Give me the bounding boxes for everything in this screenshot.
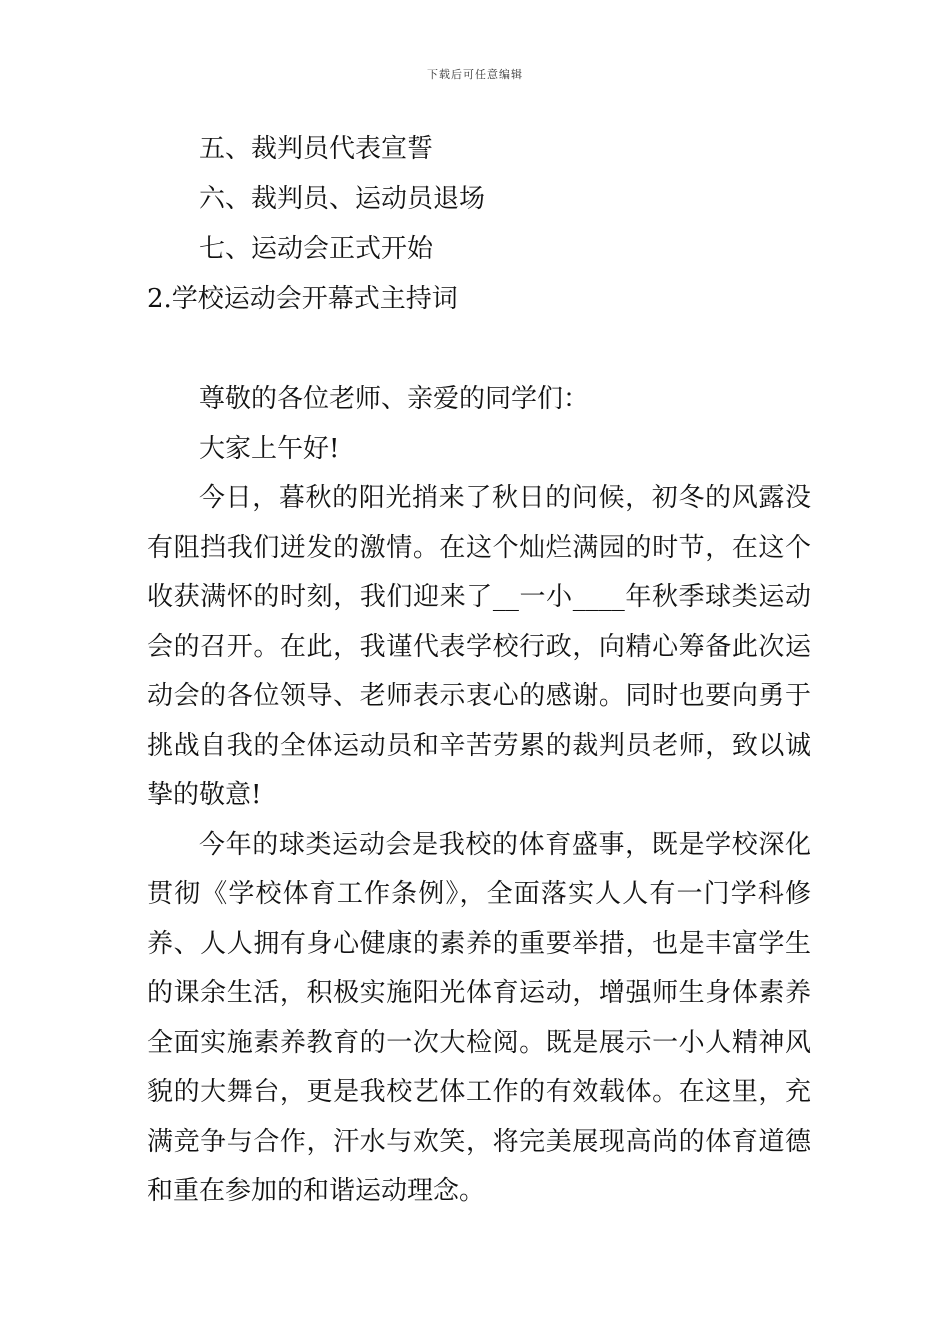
- list-item-7: 七、运动会正式开始: [199, 234, 434, 264]
- greeting: 大家上午好!: [199, 434, 340, 464]
- list-item-6: 六、裁判员、运动员退场: [199, 184, 486, 214]
- paragraph-2: 今年的球类运动会是我校的体育盛事，既是学校深化贯彻《学校体育工作条例》，全面落实人人有一门学科修养、人人拥有身心健康的素养的重要举措，也是丰富学生的课余生活，积极实施阳光体育运动，增强师生身体素养全面实施素养教育的一次大检阅。既是展示一小人精神风貌的大舞台，更是我校艺体工作的有效载体。在这里，充满竞争与合作，汗水与欢笑，将完美展现高尚的体育道德和重在参加的和谐运动理念。: [147, 829, 811, 1206]
- document-body: [147, 124, 811, 1217]
- paragraph-1: 今日，暮秋的阳光捎来了秋日的问候，初冬的风露没有阻挡我们迸发的激情。在这个灿烂满园的时节，在这个收获满怀的时刻，我们迎来了__一小____年秋季球类运动会的召开。在此，我谨代表学校行政，向精心筹备此次运动会的各位领导、老师表示衷心的感谢。同时也要向勇于挑战自我的全体运动员和辛苦劳累的裁判员老师，致以诚挚的敬意!: [147, 483, 811, 810]
- header-note: 下载后可任意编辑: [427, 68, 523, 81]
- salutation: 尊敬的各位老师、亲爱的同学们：: [199, 384, 590, 414]
- list-item-5: 五、裁判员代表宣誓: [199, 134, 434, 164]
- section-title: 2.学校运动会开幕式主持词: [147, 284, 458, 314]
- blank-line: [147, 324, 811, 374]
